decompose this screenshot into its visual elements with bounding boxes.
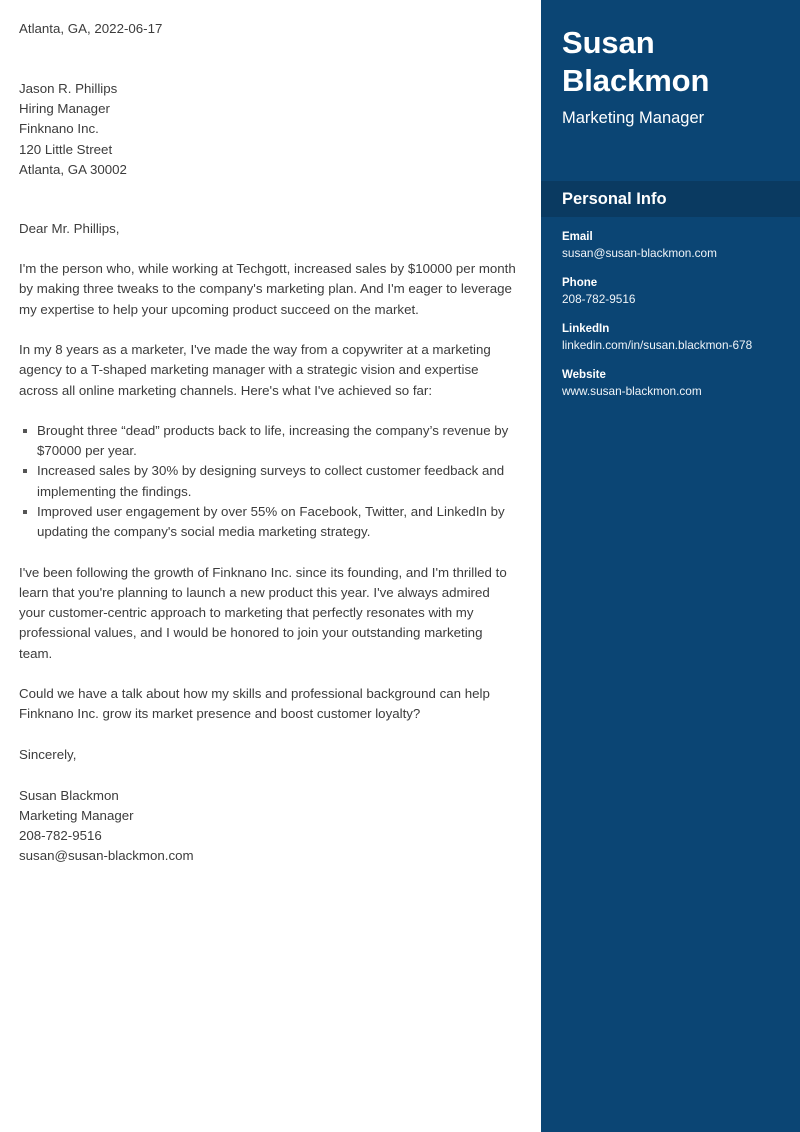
signature-phone: 208-782-9516 [19,828,102,844]
contact-label: Phone [562,277,598,289]
achievement-text: Brought three “dead” products back to life, increasing the company’s revenue by $70000 per year. [37,422,509,459]
contact-label: LinkedIn [562,323,610,335]
contact-value-email[interactable]: susan@susan-blackmon.com [562,246,717,260]
signature-email: susan@susan-blackmon.com [19,848,194,864]
contact-entry-email [562,229,782,262]
recipient-city-state-zip: Atlanta, GA 30002 [19,161,127,177]
signature-job-title: Marketing Manager [19,807,134,823]
recipient-address-block [19,79,519,180]
recipient-company: Finknano Inc. [19,121,99,137]
sidebar-header [541,0,800,130]
letter-date: Atlanta, GA, 2022-06-17 [19,21,163,36]
contact-entry-website [562,367,782,400]
recipient-job-title: Hiring Manager [19,101,110,117]
square-bullet-icon [23,510,27,514]
square-bullet-icon [23,429,27,433]
letter-salutation: Dear Mr. Phillips, [19,221,120,237]
letter-paragraph-1: I'm the person who, while working at Techgott, increased sales by $10000 per month by making three tweaks to the company's marketing plan. And I'm eager to leverage my expertise to help your upcoming product succeed on the market. [19,261,516,317]
letter-paragraph-3: I've been following the growth of Finknano Inc. since its founding, and I'm thrilled to learn that you're planning to launch a new product this year. I've always admired your customer-centric approach to marketing that perfectly resonates with my professional values, and I would be honored to join your outstanding marketing team. [19,564,507,661]
contact-label: Email [562,231,593,243]
letter-paragraph-2: In my 8 years as a marketer, I've made the way from a copywriter at a marketing agency to a T-shaped marketing manager with a strategic vision and expertise across all online marketing channels. Here's what I've achieved so far: [19,341,491,398]
achievement-text: Increased sales by 30% by designing surveys to collect customer feedback and implementing the findings. [37,463,505,499]
contact-entry-phone [562,275,782,308]
achievement-text: Improved user engagement by over 55% on Facebook, Twitter, and LinkedIn by updating the company's social media marketing strategy. [37,503,505,540]
contact-label: Website [562,369,606,381]
section-title: Personal Info [562,190,667,208]
contact-value-website[interactable]: www.susan-blackmon.com [562,384,702,398]
signature-name: Susan Blackmon [19,787,119,803]
contact-value-linkedin[interactable]: linkedin.com/in/susan.blackmon-678 [562,338,753,352]
signature-block [19,786,519,867]
applicant-name: Susan Blackmon [562,25,710,98]
personal-info-section-band [541,181,800,217]
letter-signoff: Sincerely, [19,746,77,762]
contact-info-list [541,229,800,413]
contact-value-phone[interactable]: 208-782-9516 [562,292,636,306]
square-bullet-icon [23,469,27,473]
recipient-name: Jason R. Phillips [19,81,118,96]
list-item [19,502,519,543]
list-item [19,461,519,502]
sidebar [541,0,800,1132]
list-item [19,421,519,462]
applicant-job-title: Marketing Manager [562,109,705,127]
letter-paragraph-4: Could we have a talk about how my skills and professional background can help Finknano Inc. grow its market presence and boost customer loyalty? [19,686,490,722]
contact-entry-linkedin [562,321,782,354]
recipient-street: 120 Little Street [19,141,113,157]
achievements-list [19,421,519,543]
